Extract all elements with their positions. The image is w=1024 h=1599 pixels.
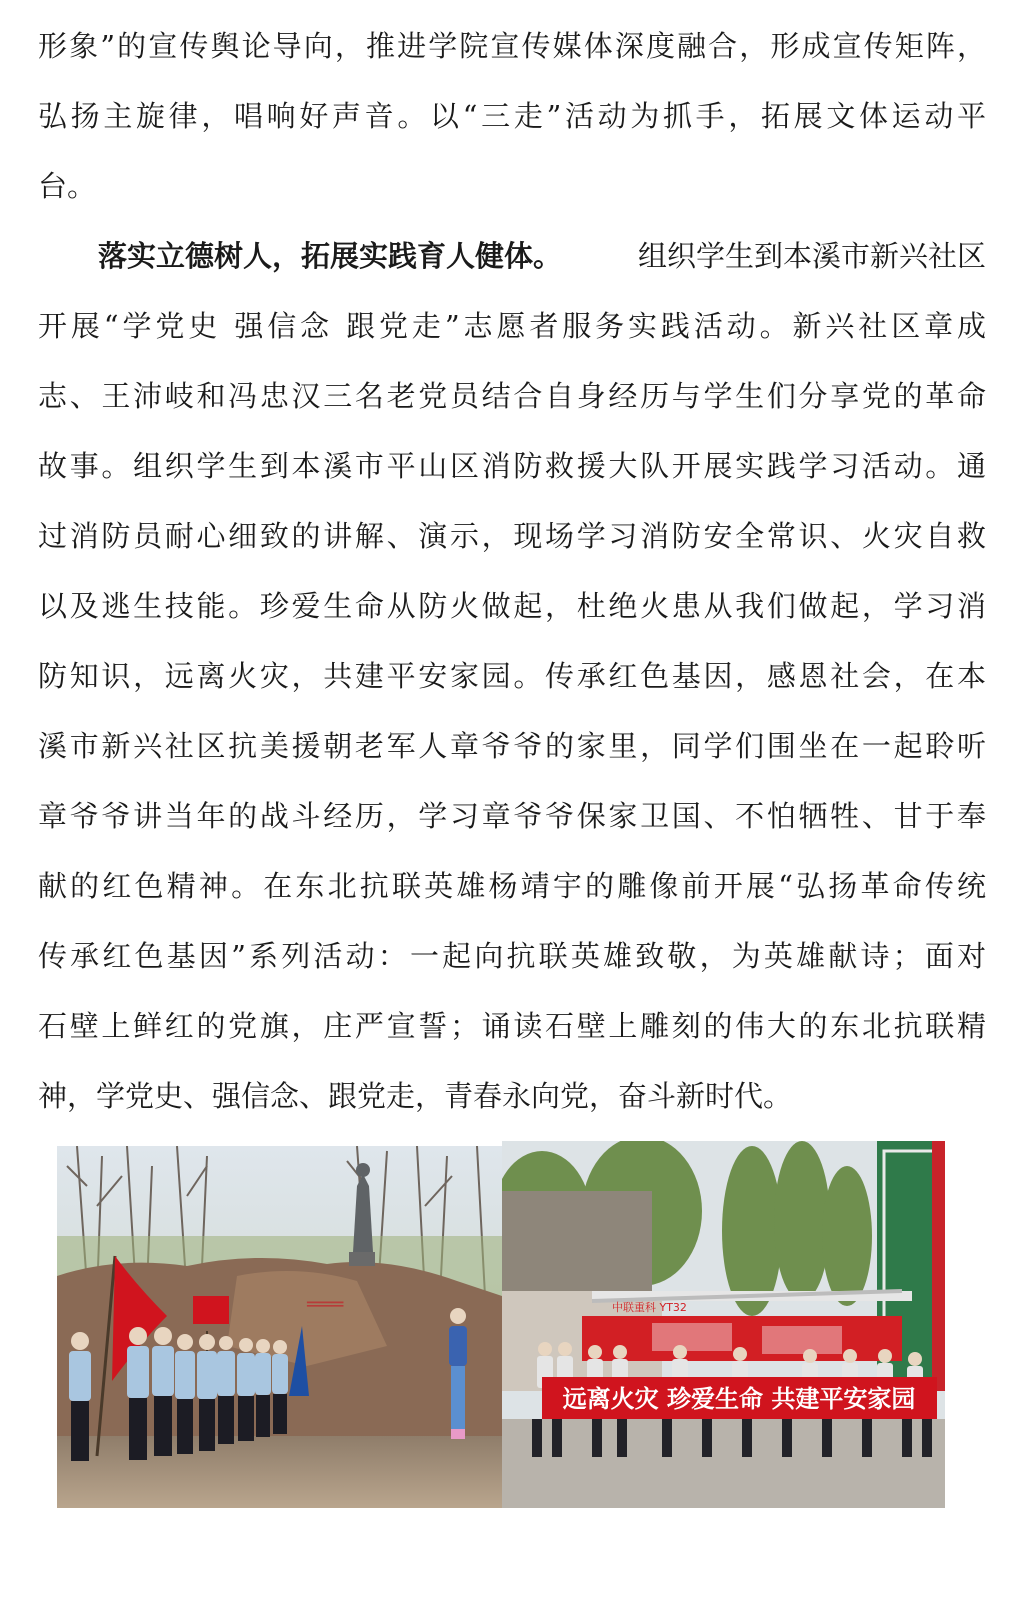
text-line: 弘扬主旋律，唱响好声音。以“三走”活动为抓手，拓展文体运动平 — [38, 99, 986, 133]
banner-slogan: 远离火灾 珍爱生命 共建平安家园 — [562, 1385, 916, 1413]
text-line: 故事。组织学生到本溪市平山区消防救援大队开展实践学习活动。通 — [38, 449, 986, 483]
text-line: 志、王沛岐和冯忠汉三名老党员结合自身经历与学生们分享党的革命 — [38, 379, 986, 413]
photo-fire-station-group — [502, 1141, 945, 1508]
text-line: 组织学生到本溪市新兴社区 — [637, 239, 986, 273]
text-line: 章爷爷讲当年的战斗经历，学习章爷爷保家卫国、不怕牺牲、甘于奉 — [38, 799, 986, 833]
text-line: 台。 — [38, 169, 97, 203]
paragraph-lead-heading: 落实立德树人，拓展实践育人健体。 — [98, 239, 563, 273]
paragraph-first-line — [98, 232, 986, 280]
text-line: 溪市新兴社区抗美援朝老军人章爷爷的家里，同学们围坐在一起聆听 — [38, 729, 986, 763]
text-line: 石壁上鲜红的党旗，庄严宣誓；诵读石壁上雕刻的伟大的东北抗联精 — [38, 1009, 986, 1043]
text-line: 献的红色精神。在东北抗联英雄杨靖宇的雕像前开展“弘扬革命传统 — [38, 869, 986, 903]
text-line: 神，学党史、强信念、跟党走，青春永向党，奋斗新时代。 — [38, 1079, 793, 1113]
truck-label: 中联重科 YT32 — [612, 1301, 687, 1314]
text-line: 防知识，远离火灾，共建平安家园。传承红色基因，感恩社会，在本 — [38, 659, 986, 693]
text-line: 以及逃生技能。珍爱生命从防火做起，杜绝火患从我们做起，学习消 — [38, 589, 986, 623]
text-line: 形象”的宣传舆论导向，推进学院宣传媒体深度融合，形成宣传矩阵， — [38, 29, 986, 63]
svg-text:═══: ═══ — [307, 1292, 344, 1316]
text-line: 过消防员耐心细致的讲解、演示，现场学习消防安全常识、火灾自救 — [38, 519, 986, 553]
photo-memorial-statue — [57, 1146, 502, 1508]
text-line: 开展“学党史 强信念 跟党走”志愿者服务实践活动。新兴社区章成 — [38, 309, 986, 343]
text-line: 传承红色基因”系列活动：一起向抗联英雄致敬，为英雄献诗；面对 — [38, 939, 986, 973]
